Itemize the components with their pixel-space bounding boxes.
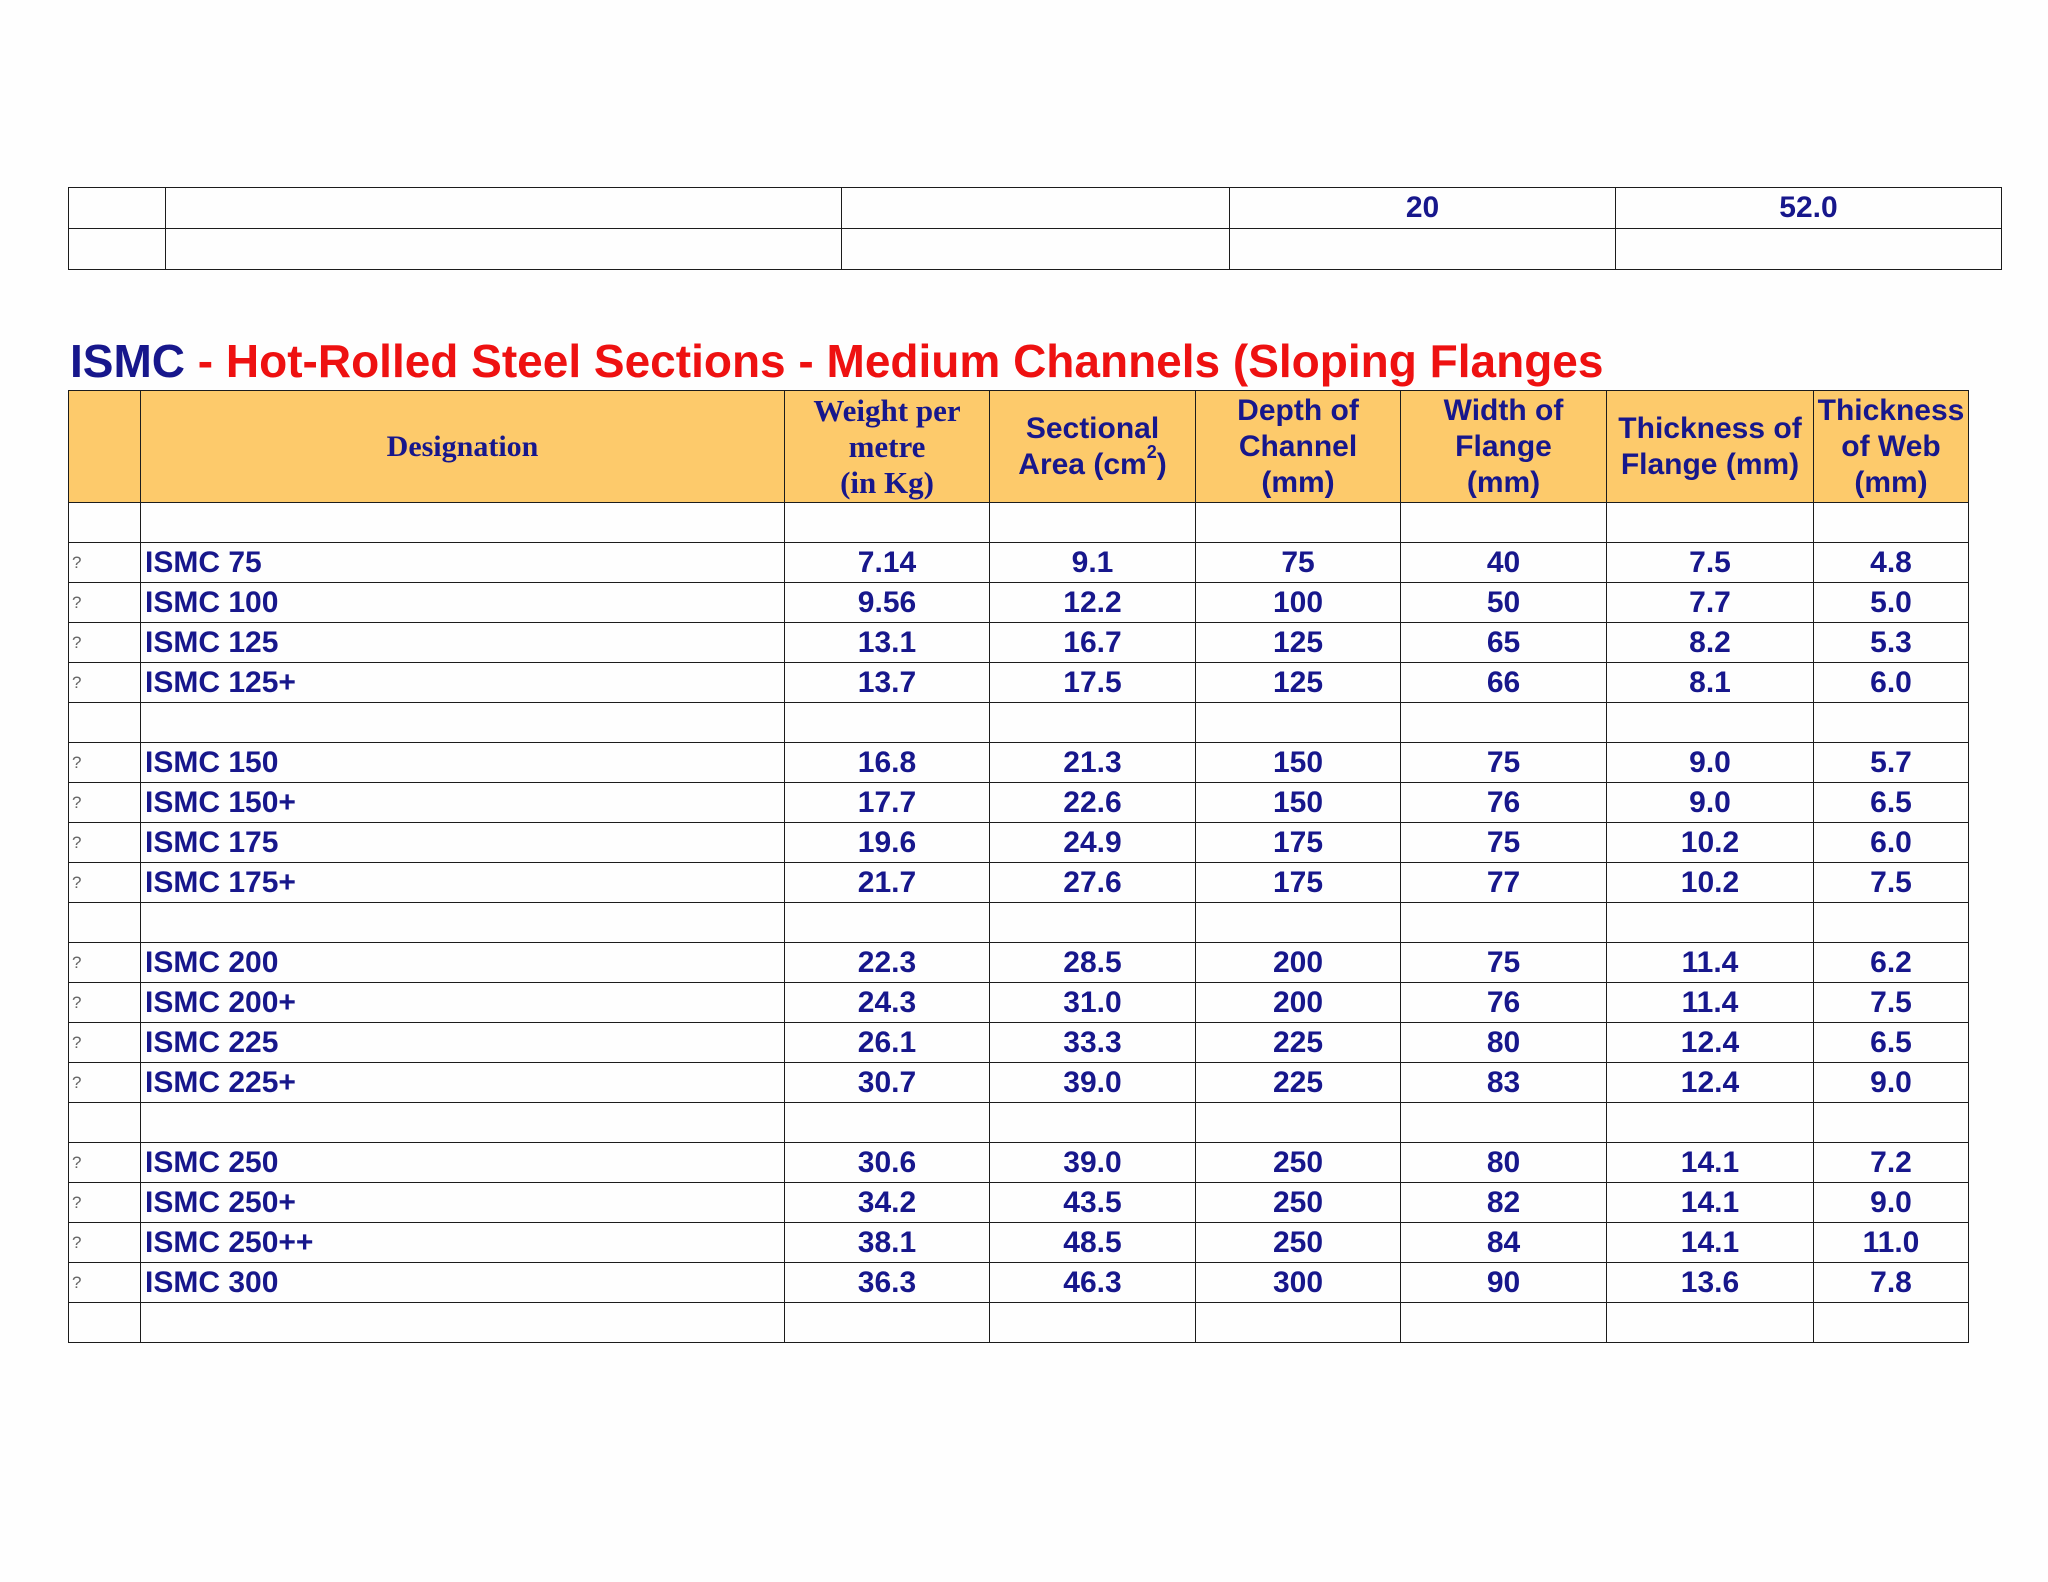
depth-cell: 175 bbox=[1196, 863, 1401, 903]
weight-cell bbox=[785, 503, 990, 543]
depth-cell: 225 bbox=[1196, 1063, 1401, 1103]
top-table bbox=[68, 187, 2002, 270]
web-thickness-cell: 6.2 bbox=[1814, 943, 1969, 983]
area-cell: 33.3 bbox=[990, 1023, 1196, 1063]
flange-thickness-cell: 7.5 bbox=[1607, 543, 1814, 583]
area-cell: 43.5 bbox=[990, 1183, 1196, 1223]
designation-cell: ISMC 225+ bbox=[141, 1063, 785, 1103]
web-thickness-cell: 5.3 bbox=[1814, 623, 1969, 663]
area-cell: 39.0 bbox=[990, 1063, 1196, 1103]
row-marker: ? bbox=[69, 943, 141, 983]
web-thickness-cell: 6.5 bbox=[1814, 783, 1969, 823]
header-row bbox=[69, 391, 1969, 503]
blank-row bbox=[69, 1103, 1969, 1143]
flange-width-cell: 83 bbox=[1401, 1063, 1607, 1103]
depth-cell: 200 bbox=[1196, 983, 1401, 1023]
top-cell-c bbox=[842, 229, 1230, 270]
designation-cell: ISMC 75 bbox=[141, 543, 785, 583]
flange-width-cell: 76 bbox=[1401, 783, 1607, 823]
header-marker bbox=[69, 391, 141, 503]
table-row bbox=[69, 543, 1969, 583]
header-flange-thickness: Thickness of Flange (mm) bbox=[1607, 391, 1814, 503]
designation-cell bbox=[141, 1103, 785, 1143]
table-row bbox=[69, 1183, 1969, 1223]
depth-cell: 200 bbox=[1196, 943, 1401, 983]
flange-width-cell: 66 bbox=[1401, 663, 1607, 703]
table-row bbox=[69, 623, 1969, 663]
web-thickness-cell: 5.7 bbox=[1814, 743, 1969, 783]
depth-cell: 150 bbox=[1196, 783, 1401, 823]
table-row bbox=[69, 983, 1969, 1023]
flange-thickness-cell: 12.4 bbox=[1607, 1023, 1814, 1063]
weight-cell: 22.3 bbox=[785, 943, 990, 983]
web-thickness-cell: 11.0 bbox=[1814, 1223, 1969, 1263]
flange-thickness-cell: 12.4 bbox=[1607, 1063, 1814, 1103]
depth-cell: 175 bbox=[1196, 823, 1401, 863]
flange-thickness-cell: 14.1 bbox=[1607, 1183, 1814, 1223]
flange-width-cell bbox=[1401, 703, 1607, 743]
web-thickness-cell: 9.0 bbox=[1814, 1063, 1969, 1103]
area-cell bbox=[990, 903, 1196, 943]
area-cell bbox=[990, 703, 1196, 743]
weight-cell: 21.7 bbox=[785, 863, 990, 903]
table-row bbox=[69, 1143, 1969, 1183]
web-thickness-cell: 9.0 bbox=[1814, 1183, 1969, 1223]
header-designation: Designation bbox=[141, 391, 785, 503]
area-cell: 46.3 bbox=[990, 1263, 1196, 1303]
row-marker bbox=[69, 903, 141, 943]
web-thickness-cell: 6.0 bbox=[1814, 663, 1969, 703]
designation-cell: ISMC 250 bbox=[141, 1143, 785, 1183]
area-cell bbox=[990, 503, 1196, 543]
weight-cell: 34.2 bbox=[785, 1183, 990, 1223]
web-thickness-cell: 7.2 bbox=[1814, 1143, 1969, 1183]
header-sectional-area bbox=[990, 391, 1196, 503]
flange-thickness-cell: 11.4 bbox=[1607, 943, 1814, 983]
row-marker bbox=[69, 1103, 141, 1143]
row-marker: ? bbox=[69, 1183, 141, 1223]
designation-cell: ISMC 150 bbox=[141, 743, 785, 783]
header-area-close: ) bbox=[1156, 447, 1167, 481]
web-thickness-cell: 7.8 bbox=[1814, 1263, 1969, 1303]
title-text: Hot-Rolled Steel Sections - Medium Channels (Sloping Flanges bbox=[225, 335, 1604, 387]
web-thickness-cell: 6.5 bbox=[1814, 1023, 1969, 1063]
flange-width-cell: 76 bbox=[1401, 983, 1607, 1023]
depth-cell: 125 bbox=[1196, 663, 1401, 703]
weight-cell: 24.3 bbox=[785, 983, 990, 1023]
flange-width-cell bbox=[1401, 1103, 1607, 1143]
top-table-row bbox=[69, 229, 2002, 270]
flange-thickness-cell: 8.1 bbox=[1607, 663, 1814, 703]
table-row bbox=[69, 1023, 1969, 1063]
area-cell: 27.6 bbox=[990, 863, 1196, 903]
flange-thickness-cell: 10.2 bbox=[1607, 863, 1814, 903]
weight-cell bbox=[785, 703, 990, 743]
row-marker: ? bbox=[69, 743, 141, 783]
top-table-row bbox=[69, 188, 2002, 229]
blank-row bbox=[69, 503, 1969, 543]
depth-cell bbox=[1196, 903, 1401, 943]
row-marker: ? bbox=[69, 1143, 141, 1183]
flange-thickness-cell: 14.1 bbox=[1607, 1223, 1814, 1263]
area-cell bbox=[990, 1103, 1196, 1143]
flange-width-cell: 65 bbox=[1401, 623, 1607, 663]
flange-thickness-cell bbox=[1607, 703, 1814, 743]
header-area-text: Sectional Area (cm bbox=[1018, 411, 1160, 481]
designation-cell: ISMC 175+ bbox=[141, 863, 785, 903]
row-marker: ? bbox=[69, 823, 141, 863]
table-row bbox=[69, 663, 1969, 703]
flange-thickness-cell: 9.0 bbox=[1607, 743, 1814, 783]
depth-cell: 100 bbox=[1196, 583, 1401, 623]
weight-cell: 30.6 bbox=[785, 1143, 990, 1183]
depth-cell bbox=[1196, 1103, 1401, 1143]
flange-width-cell: 77 bbox=[1401, 863, 1607, 903]
designation-cell: ISMC 225 bbox=[141, 1023, 785, 1063]
designation-cell: ISMC 125+ bbox=[141, 663, 785, 703]
top-cell-e bbox=[1616, 229, 2002, 270]
flange-width-cell: 50 bbox=[1401, 583, 1607, 623]
designation-cell: ISMC 200 bbox=[141, 943, 785, 983]
flange-thickness-cell bbox=[1607, 1103, 1814, 1143]
weight-cell: 13.1 bbox=[785, 623, 990, 663]
blank-row bbox=[69, 903, 1969, 943]
flange-width-cell: 84 bbox=[1401, 1223, 1607, 1263]
header-weight: Weight per metre (in Kg) bbox=[785, 391, 990, 503]
web-thickness-cell: 5.0 bbox=[1814, 583, 1969, 623]
top-cell-index bbox=[69, 188, 166, 229]
blank-row bbox=[69, 1303, 1969, 1343]
row-marker: ? bbox=[69, 1223, 141, 1263]
depth-cell bbox=[1196, 503, 1401, 543]
depth-cell: 150 bbox=[1196, 743, 1401, 783]
depth-cell: 300 bbox=[1196, 1263, 1401, 1303]
area-cell: 48.5 bbox=[990, 1223, 1196, 1263]
weight-cell: 7.14 bbox=[785, 543, 990, 583]
weight-cell: 38.1 bbox=[785, 1223, 990, 1263]
web-thickness-cell bbox=[1814, 703, 1969, 743]
web-thickness-cell: 4.8 bbox=[1814, 543, 1969, 583]
flange-thickness-cell: 10.2 bbox=[1607, 823, 1814, 863]
row-marker bbox=[69, 503, 141, 543]
area-cell: 21.3 bbox=[990, 743, 1196, 783]
weight-cell bbox=[785, 1103, 990, 1143]
flange-thickness-cell bbox=[1607, 903, 1814, 943]
weight-cell: 13.7 bbox=[785, 663, 990, 703]
depth-cell bbox=[1196, 703, 1401, 743]
depth-cell: 125 bbox=[1196, 623, 1401, 663]
area-cell: 16.7 bbox=[990, 623, 1196, 663]
depth-cell: 250 bbox=[1196, 1143, 1401, 1183]
row-marker: ? bbox=[69, 783, 141, 823]
designation-cell: ISMC 175 bbox=[141, 823, 785, 863]
flange-thickness-cell: 9.0 bbox=[1607, 783, 1814, 823]
flange-thickness-cell: 13.6 bbox=[1607, 1263, 1814, 1303]
header-flange-width: Width of Flange (mm) bbox=[1401, 391, 1607, 503]
header-web-thickness: Thickness of Web (mm) bbox=[1814, 391, 1969, 503]
weight-cell: 19.6 bbox=[785, 823, 990, 863]
flange-thickness-cell bbox=[1607, 503, 1814, 543]
row-marker: ? bbox=[69, 1023, 141, 1063]
area-cell: 31.0 bbox=[990, 983, 1196, 1023]
top-cell-e: 52.0 bbox=[1616, 188, 2002, 229]
area-cell: 28.5 bbox=[990, 943, 1196, 983]
weight-cell bbox=[785, 903, 990, 943]
weight-cell: 16.8 bbox=[785, 743, 990, 783]
weight-cell: 17.7 bbox=[785, 783, 990, 823]
designation-cell bbox=[141, 903, 785, 943]
weight-cell: 9.56 bbox=[785, 583, 990, 623]
row-marker: ? bbox=[69, 1063, 141, 1103]
header-area-superscript: 2 bbox=[1146, 441, 1157, 462]
table-row bbox=[69, 1263, 1969, 1303]
area-cell: 17.5 bbox=[990, 663, 1196, 703]
blank-row bbox=[69, 703, 1969, 743]
area-cell: 39.0 bbox=[990, 1143, 1196, 1183]
table-row bbox=[69, 823, 1969, 863]
row-marker: ? bbox=[69, 983, 141, 1023]
flange-thickness-cell: 14.1 bbox=[1607, 1143, 1814, 1183]
depth-cell: 250 bbox=[1196, 1183, 1401, 1223]
flange-width-cell: 75 bbox=[1401, 743, 1607, 783]
row-marker: ? bbox=[69, 583, 141, 623]
designation-cell: ISMC 150+ bbox=[141, 783, 785, 823]
depth-cell: 75 bbox=[1196, 543, 1401, 583]
designation-cell: ISMC 250+ bbox=[141, 1183, 785, 1223]
top-cell-d bbox=[1230, 229, 1616, 270]
flange-width-cell: 80 bbox=[1401, 1023, 1607, 1063]
flange-width-cell: 90 bbox=[1401, 1263, 1607, 1303]
designation-cell bbox=[141, 1303, 785, 1343]
flange-thickness-cell: 7.7 bbox=[1607, 583, 1814, 623]
flange-width-cell: 82 bbox=[1401, 1183, 1607, 1223]
flange-width-cell bbox=[1401, 903, 1607, 943]
ismc-table bbox=[68, 390, 1969, 1343]
title-prefix: ISMC bbox=[70, 335, 185, 387]
flange-thickness-cell: 11.4 bbox=[1607, 983, 1814, 1023]
area-cell: 9.1 bbox=[990, 543, 1196, 583]
designation-cell bbox=[141, 503, 785, 543]
row-marker: ? bbox=[69, 543, 141, 583]
weight-cell: 26.1 bbox=[785, 1023, 990, 1063]
flange-width-cell: 75 bbox=[1401, 823, 1607, 863]
row-marker bbox=[69, 703, 141, 743]
header-depth: Depth of Channel (mm) bbox=[1196, 391, 1401, 503]
page-title bbox=[70, 335, 1603, 387]
designation-cell bbox=[141, 703, 785, 743]
table-row bbox=[69, 943, 1969, 983]
top-cell-index bbox=[69, 229, 166, 270]
top-cell-name bbox=[166, 229, 842, 270]
flange-width-cell bbox=[1401, 503, 1607, 543]
table-row bbox=[69, 1223, 1969, 1263]
top-table-body bbox=[69, 188, 2002, 270]
table-row bbox=[69, 583, 1969, 623]
depth-cell bbox=[1196, 1303, 1401, 1343]
flange-thickness-cell bbox=[1607, 1303, 1814, 1343]
area-cell: 22.6 bbox=[990, 783, 1196, 823]
web-thickness-cell: 6.0 bbox=[1814, 823, 1969, 863]
weight-cell: 30.7 bbox=[785, 1063, 990, 1103]
row-marker: ? bbox=[69, 1263, 141, 1303]
designation-cell: ISMC 250++ bbox=[141, 1223, 785, 1263]
table-header bbox=[69, 391, 1969, 503]
flange-thickness-cell: 8.2 bbox=[1607, 623, 1814, 663]
web-thickness-cell bbox=[1814, 1103, 1969, 1143]
top-cell-d: 20 bbox=[1230, 188, 1616, 229]
area-cell: 12.2 bbox=[990, 583, 1196, 623]
designation-cell: ISMC 100 bbox=[141, 583, 785, 623]
web-thickness-cell bbox=[1814, 903, 1969, 943]
row-marker: ? bbox=[69, 663, 141, 703]
row-marker: ? bbox=[69, 623, 141, 663]
designation-cell: ISMC 125 bbox=[141, 623, 785, 663]
row-marker bbox=[69, 1303, 141, 1343]
web-thickness-cell: 7.5 bbox=[1814, 863, 1969, 903]
depth-cell: 250 bbox=[1196, 1223, 1401, 1263]
web-thickness-cell: 7.5 bbox=[1814, 983, 1969, 1023]
designation-cell: ISMC 300 bbox=[141, 1263, 785, 1303]
top-cell-c bbox=[842, 188, 1230, 229]
row-marker: ? bbox=[69, 863, 141, 903]
flange-width-cell: 80 bbox=[1401, 1143, 1607, 1183]
area-cell: 24.9 bbox=[990, 823, 1196, 863]
weight-cell: 36.3 bbox=[785, 1263, 990, 1303]
table-row bbox=[69, 783, 1969, 823]
flange-width-cell: 75 bbox=[1401, 943, 1607, 983]
table-row bbox=[69, 743, 1969, 783]
designation-cell: ISMC 200+ bbox=[141, 983, 785, 1023]
table-body bbox=[69, 503, 1969, 1343]
top-cell-name bbox=[166, 188, 842, 229]
web-thickness-cell bbox=[1814, 1303, 1969, 1343]
flange-width-cell: 40 bbox=[1401, 543, 1607, 583]
table-row bbox=[69, 1063, 1969, 1103]
flange-width-cell bbox=[1401, 1303, 1607, 1343]
title-separator: - bbox=[185, 335, 226, 387]
area-cell bbox=[990, 1303, 1196, 1343]
web-thickness-cell bbox=[1814, 503, 1969, 543]
table-row bbox=[69, 863, 1969, 903]
weight-cell bbox=[785, 1303, 990, 1343]
depth-cell: 225 bbox=[1196, 1023, 1401, 1063]
